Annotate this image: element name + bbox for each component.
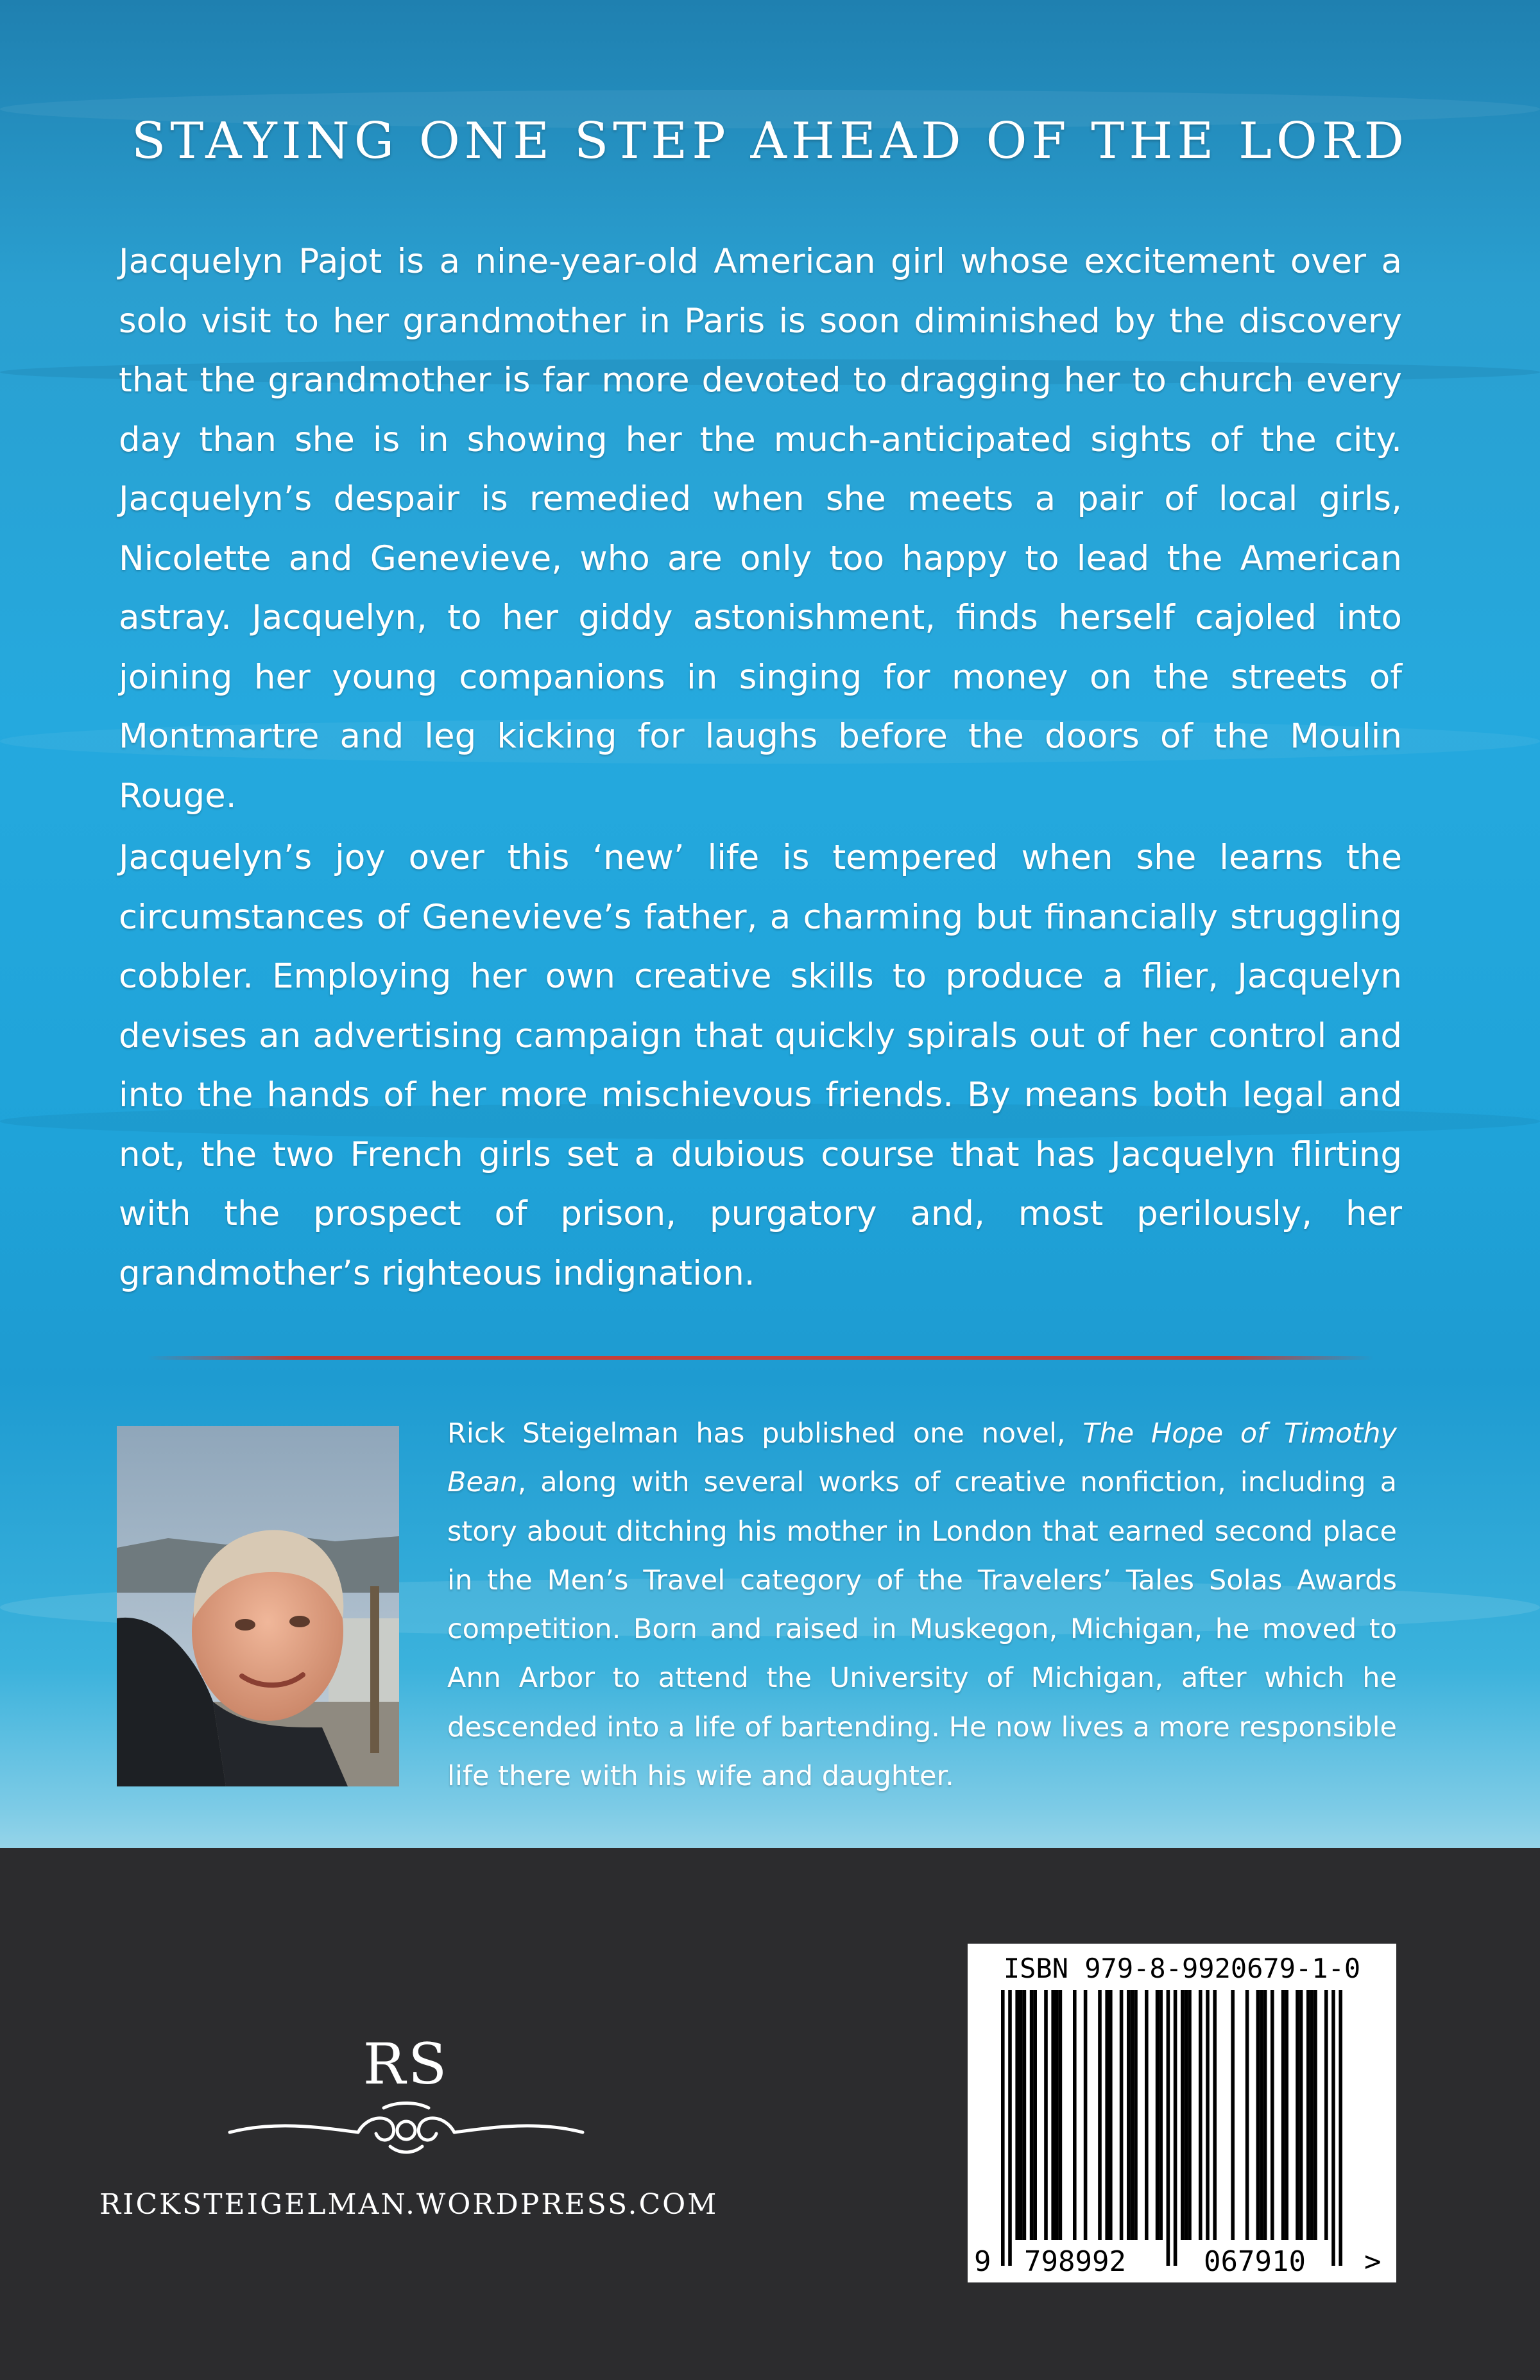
barcode-right-digits: 067910 bbox=[1204, 2245, 1306, 2278]
barcode-bar bbox=[1299, 1990, 1303, 2240]
barcode-bar bbox=[1285, 1990, 1288, 2240]
barcode-bar bbox=[1174, 1990, 1177, 2266]
author-website[interactable]: RICKSTEIGELMAN.WORDPRESS.COM bbox=[99, 2188, 719, 2221]
barcode-first-digit: 9 bbox=[974, 2245, 991, 2278]
barcode-bar bbox=[1059, 1990, 1063, 2240]
author-photo bbox=[117, 1426, 399, 1786]
barcode-bar bbox=[1030, 1990, 1034, 2240]
author-portrait-image bbox=[117, 1426, 399, 1786]
barcode-bar bbox=[1270, 1990, 1274, 2240]
barcode-bar bbox=[1281, 1990, 1285, 2240]
barcode-bar bbox=[1084, 1990, 1088, 2240]
author-bio bbox=[447, 1409, 1397, 1801]
barcode-bar bbox=[1199, 1990, 1202, 2240]
barcode-bar bbox=[1008, 1990, 1012, 2266]
barcode-bar bbox=[1263, 1990, 1267, 2240]
barcode-bar bbox=[1331, 1990, 1335, 2266]
barcode-bar bbox=[1306, 1990, 1310, 2240]
barcode-bar bbox=[1098, 1990, 1102, 2240]
publisher-logo bbox=[217, 2031, 595, 2162]
barcode-bar bbox=[1324, 1990, 1328, 2240]
barcode-bars bbox=[968, 1944, 1396, 2282]
barcode-left-digits: 798992 bbox=[1024, 2245, 1126, 2278]
barcode-bar bbox=[1033, 1990, 1037, 2240]
barcode-bar bbox=[1206, 1990, 1210, 2240]
barcode-bar bbox=[1260, 1990, 1263, 2240]
barcode-bar bbox=[1127, 1990, 1131, 2240]
author-bio-intro: Rick Steigelman has published one novel, bbox=[447, 1417, 1083, 1450]
author-bio-rest: , along with several works of creative nonfiction, including a story about ditching his mother in London that earned second place in the Men’s Travel category of the Travelers’ Tales Solas Awards competition. Born and raised in Muskegon, Michigan, he moved to Ann Arbor to attend the University of Michigan, after which he descended into a life of bartending. He now lives a more responsible life there with his wife and daughter. bbox=[447, 1466, 1397, 1793]
barcode-bar bbox=[1339, 1990, 1342, 2266]
barcode-bar bbox=[1131, 1990, 1134, 2240]
isbn-barcode bbox=[968, 1944, 1396, 2282]
barcode-bar bbox=[1145, 1990, 1149, 2240]
barcode-quiet-mark: > bbox=[1364, 2245, 1382, 2278]
barcode-bar bbox=[1213, 1990, 1217, 2240]
barcode-bar bbox=[1296, 1990, 1299, 2240]
barcode-bar bbox=[1019, 1990, 1023, 2240]
ornament-flourish-icon bbox=[217, 2031, 595, 2162]
barcode-bar bbox=[1231, 1990, 1235, 2240]
logo-monogram: RS bbox=[363, 2031, 450, 2097]
barcode-bar bbox=[1134, 1990, 1138, 2240]
description-paragraph-1: Jacquelyn Pajot is a nine-year-old American girl whose excitement over a solo visit to her grandmother in Paris is soon diminished by the discovery that the grandmother is far more devoted to dragging her to church every day than she is in showing her the much-anticipated sights of the city. Jacquelyn’s despair is remedied when she meets a pair of local girls, Nicolette and Genevieve, who are only too happy to lead the American astray. Jacquelyn, to her giddy astonishment, finds herself cajoled into joining her young companions in singing for money on the streets of Montmartre and leg kicking for laughs before the doors of the Moulin Rouge. bbox=[119, 242, 1402, 816]
barcode-bar bbox=[1156, 1990, 1159, 2240]
barcode-bar bbox=[1167, 1990, 1170, 2266]
book-title: STAYING ONE STEP AHEAD OF THE LORD bbox=[131, 112, 1409, 170]
barcode-bar bbox=[1159, 1990, 1163, 2240]
section-divider bbox=[148, 1356, 1373, 1360]
barcode-bar bbox=[1044, 1990, 1048, 2240]
barcode-bar bbox=[1015, 1990, 1019, 2240]
description-paragraph-2: Jacquelyn’s joy over this ‘new’ life is tempered when she learns the circumstances of Genevieve’s father, a charming but financially struggling cobbler. Employing her own creative skills to produce a flier, Jacquelyn devises an advertising campaign that quickly spirals out of her control and into the hands of her more mischievous friends. By means both legal and not, the two French girls set a dubious course that has Jacquelyn flirting with the prospect of prison, purgatory and, most perilously, her grandmother’s righteous indignation. bbox=[119, 838, 1402, 1293]
barcode-bar bbox=[1256, 1990, 1260, 2240]
barcode-bar bbox=[1073, 1990, 1077, 2240]
barcode-bar bbox=[1181, 1990, 1185, 2240]
barcode-bar bbox=[1023, 1990, 1027, 2240]
barcode-bar bbox=[1109, 1990, 1113, 2240]
barcode-bar bbox=[1055, 1990, 1059, 2240]
barcode-bar bbox=[1001, 1990, 1005, 2266]
barcode-bar bbox=[1120, 1990, 1124, 2240]
author-novel-title: The Hope of Timothy Bean bbox=[447, 1417, 1397, 1499]
barcode-bar bbox=[1313, 1990, 1317, 2240]
isbn-number: ISBN 979-8-9920679-1-0 bbox=[1003, 1953, 1361, 1984]
barcode-bar bbox=[1105, 1990, 1109, 2240]
barcode-bar bbox=[1188, 1990, 1192, 2240]
barcode-bar bbox=[1185, 1990, 1188, 2240]
barcode-bar bbox=[1310, 1990, 1314, 2240]
barcode-bar bbox=[1245, 1990, 1249, 2240]
barcode-bar bbox=[1051, 1990, 1055, 2240]
